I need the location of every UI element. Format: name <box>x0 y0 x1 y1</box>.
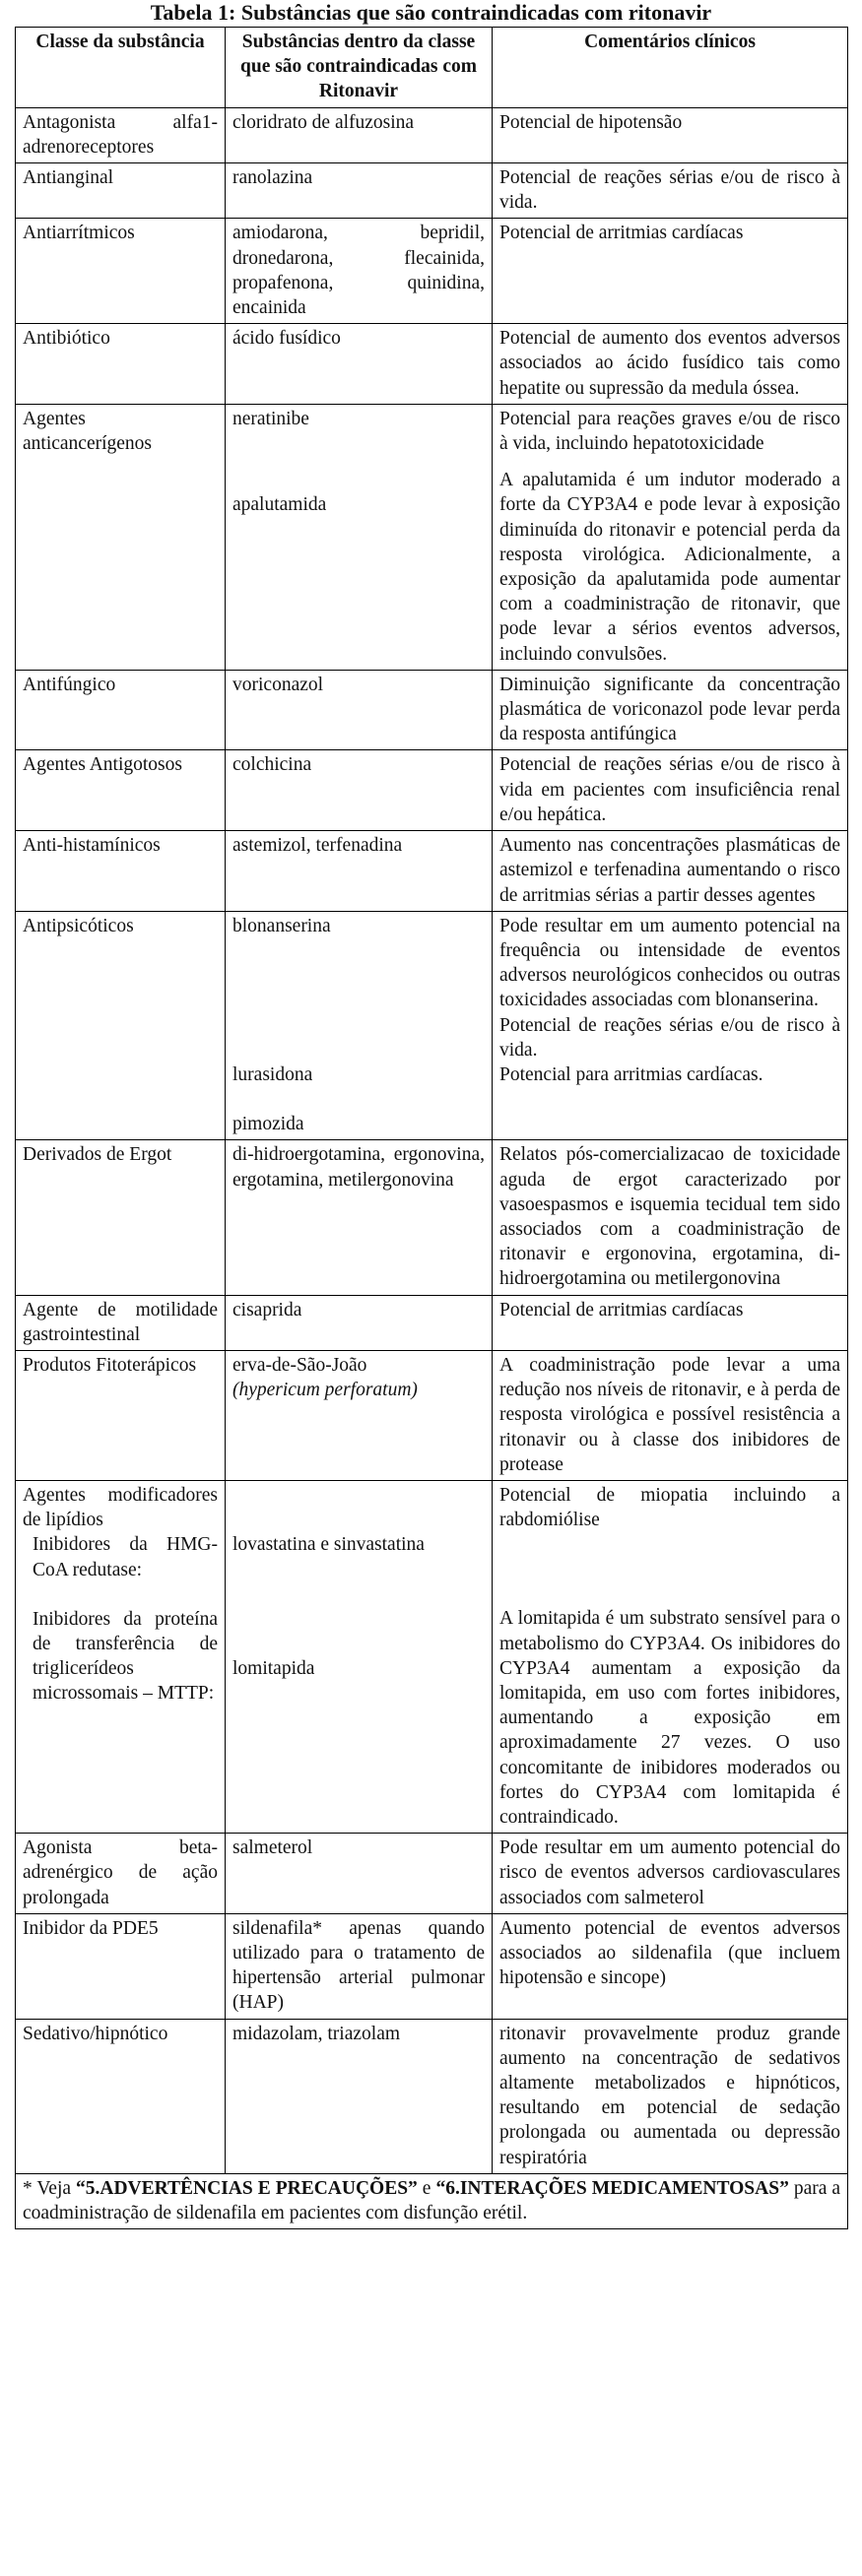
classe-mttp: Inibidores da proteína de transferência de triglicerídeos microssomais – MTTP: <box>33 1608 218 1705</box>
cell-substancia: ranolazina <box>226 163 493 219</box>
substancia-lomitapida: lomitapida <box>232 1658 315 1680</box>
cell-substancia: amiodarona, bepridil, dronedarona, flecainida, propafenona, quinidina, encainida <box>226 219 493 324</box>
cell-substancia: cisaprida <box>226 1295 493 1350</box>
cell-comentario: Potencial de arritmias cardíacas <box>493 1295 848 1350</box>
cell-comentario: Pode resultar em um aumento potencial do risco de eventos adversos cardiovasculares associados com salmeterol <box>493 1834 848 1914</box>
footnote-suffix: para a coadministração de sildenafila em pacientes com disfunção erétil. <box>23 2177 841 2224</box>
footnote-prefix: * Veja <box>23 2177 72 2199</box>
comentario-lomitapida: A lomitapida é um substrato sensível para o metabolismo do CYP3A4. Os inibidores do CYP3A4 aumentam a exposição da lomitapida, em uso com fortes inibidores, aumentando a exposição em aproximadamente 27 vezes. O uso concomitante de inibidores moderados ou fortes do CYP3A4 com lomitapida é contraindicado. <box>499 1608 840 1828</box>
table-row <box>16 2019 848 2173</box>
table-row <box>16 1350 848 1480</box>
substancia-lovastatina: lovastatina e sinvastatina <box>232 1533 425 1555</box>
cell-substancia <box>226 1480 493 1833</box>
cell-comentario: Potencial de arritmias cardíacas <box>493 219 848 324</box>
cell-substancia: voriconazol <box>226 670 493 750</box>
comentario-apalutamida: A apalutamida é um indutor moderado a forte da CYP3A4 e pode levar à exposição diminuída do ritonavir e potencial perda da resposta virológica. Adicionalmente, a exposição da apalutamida pode aumentar com a coadministração de ritonavir, que pode levar a sérios eventos adversos, incluindo convulsões. <box>499 470 840 665</box>
substancia-apalutamida: apalutamida <box>232 494 327 516</box>
substancia-neratinibe: neratinibe <box>232 408 309 429</box>
cell-substancia: midazolam, triazolam <box>226 2019 493 2173</box>
table-row <box>16 1295 848 1350</box>
cell-classe: Sedativo/hipnótico <box>16 2019 226 2173</box>
header-comentarios: Comentários clínicos <box>493 28 848 108</box>
cell-classe: Antiarrítmicos <box>16 219 226 324</box>
cell-comentario: Aumento nas concentrações plasmáticas de astemizol e terfenadina aumentando o risco de arritmias sérias a partir desses agentes <box>493 831 848 912</box>
spacer <box>499 1532 840 1606</box>
spacer <box>499 456 840 468</box>
table-row <box>16 670 848 750</box>
cell-comentario: Potencial de aumento dos eventos adversos associados ao ácido fusídico tais como hepatite ou supressão da medula óssea. <box>493 324 848 405</box>
footnote <box>16 2173 848 2228</box>
cell-comentario <box>493 911 848 1140</box>
cell-comentario <box>493 1480 848 1833</box>
table-row <box>16 1140 848 1295</box>
cell-classe: Agonista beta-adrenérgico de ação prolongada <box>16 1834 226 1914</box>
cell-comentario: ritonavir provavelmente produz grande aumento na concentração de sedativos altamente metabolizados e hipnóticos, resultando em potencial de sedação prolongada ou aumentada ou depressão respiratória <box>493 2019 848 2173</box>
spacer <box>232 1557 485 1656</box>
comentario-lovastatina: Potencial de miopatia incluindo a rabdomiólise <box>499 1484 840 1531</box>
substancia-erva-latin: (hypericum perforatum) <box>232 1380 418 1401</box>
table-row <box>16 219 848 324</box>
table-title: Tabela 1: Substâncias que são contraindicadas com ritonavir <box>150 0 712 25</box>
table-row <box>16 324 848 405</box>
table-row <box>16 1834 848 1914</box>
table-row <box>16 750 848 831</box>
table-row <box>16 831 848 912</box>
table-row <box>16 404 848 670</box>
cell-substancia <box>226 911 493 1140</box>
cell-comentario: Relatos pós-comercializacao de toxicidade aguda de ergot caracterizado por vasoespasmos e isquemia tecidual tem sido associados com a coadministração de ritonavir e ergonovina, ergotamina, di-hidroergotamina ou metilergonovina <box>493 1140 848 1295</box>
cell-substancia <box>226 404 493 670</box>
spacer <box>232 1483 485 1532</box>
cell-classe: Inibidor da PDE5 <box>16 1913 226 2019</box>
cell-substancia: ácido fusídico <box>226 324 493 405</box>
footnote-row <box>16 2173 848 2228</box>
cell-comentario: Potencial de reações sérias e/ou de risco à vida. <box>493 163 848 219</box>
table-header-row <box>16 28 848 108</box>
table-row <box>16 911 848 1140</box>
spacer <box>232 1087 485 1112</box>
cell-classe: Antibiótico <box>16 324 226 405</box>
cell-classe: Agente de motilidade gastrointestinal <box>16 1295 226 1350</box>
cell-substancia: sildenafila* apenas quando utilizado para o tratamento de hipertensão arterial pulmonar (HAP) <box>226 1913 493 2019</box>
header-substancias: Substâncias dentro da classe que são contraindicadas com Ritonavir <box>226 28 493 108</box>
spacer <box>23 1582 218 1607</box>
cell-substancia: salmeterol <box>226 1834 493 1914</box>
contraindications-table <box>15 27 848 2229</box>
comentario-blonanserina: Pode resultar em um aumento potencial na frequência ou intensidade de eventos adversos neurológicos conhecidos ou outras toxicidades associadas com blonanserina. <box>499 915 840 1011</box>
cell-substancia: di-hidroergotamina, ergonovina, ergotamina, metilergonovina <box>226 1140 493 1295</box>
cell-classe: Antifúngico <box>16 670 226 750</box>
comentario-neratinibe: Potencial para reações graves e/ou de risco à vida, incluindo hepatotoxicidade <box>499 408 840 455</box>
cell-comentario: Potencial de reações sérias e/ou de risco à vida em pacientes com insuficiência renal e/ou hepática. <box>493 750 848 831</box>
cell-classe: Produtos Fitoterápicos <box>16 1350 226 1480</box>
cell-substancia: colchicina <box>226 750 493 831</box>
table-row <box>16 163 848 219</box>
cell-substancia <box>226 1350 493 1480</box>
table-row <box>16 1480 848 1833</box>
cell-classe: Antipsicóticos <box>16 911 226 1140</box>
footnote-mid: e <box>422 2177 431 2199</box>
cell-comentario: Aumento potencial de eventos adversos associados ao sildenafila (que incluem hipotensão e sincope) <box>493 1913 848 2019</box>
table-row <box>16 107 848 162</box>
classe-hmg: Inibidores da HMG-CoA redutase: <box>33 1534 218 1580</box>
footnote-ref-advertencias: “5.ADVERTÊNCIAS E PRECAUÇÕES” <box>76 2177 418 2199</box>
header-classe: Classe da substância <box>16 28 226 108</box>
cell-classe: Agentes Antigotosos <box>16 750 226 831</box>
classe-lipidios: Agentes modificadores de lipídios <box>23 1484 218 1531</box>
comentario-lurasidona: Potencial de reações sérias e/ou de risco à vida. <box>499 1014 840 1061</box>
substancia-pimozida: pimozida <box>232 1114 304 1135</box>
substancia-erva: erva-de-São-João <box>232 1354 367 1376</box>
cell-comentario: Potencial de hipotensão <box>493 107 848 162</box>
cell-classe: Derivados de Ergot <box>16 1140 226 1295</box>
cell-comentario: Diminuição significante da concentração plasmática de voriconazol pode levar perda da resposta antifúngica <box>493 670 848 750</box>
cell-substancia: astemizol, terfenadina <box>226 831 493 912</box>
table-row <box>16 1913 848 2019</box>
cell-classe: Agentes anticancerígenos <box>16 404 226 670</box>
comentario-pimozida: Potencial para arritmias cardíacas. <box>499 1063 763 1085</box>
spacer <box>232 938 485 1063</box>
cell-classe: Anti-histamínicos <box>16 831 226 912</box>
cell-classe: Antagonista alfa1-adrenoreceptores <box>16 107 226 162</box>
cell-classe: Antianginal <box>16 163 226 219</box>
cell-comentario <box>493 404 848 670</box>
substancia-blonanserina: blonanserina <box>232 915 331 936</box>
cell-substancia: cloridrato de alfuzosina <box>226 107 493 162</box>
cell-classe <box>16 1480 226 1833</box>
spacer <box>232 431 485 492</box>
substancia-lurasidona: lurasidona <box>232 1063 313 1085</box>
footnote-ref-interacoes: “6.INTERAÇÕES MEDICAMENTOSAS” <box>435 2177 789 2199</box>
cell-comentario: A coadministração pode levar a uma redução nos níveis de ritonavir, e à perda de resposta virológica e possível resistência a ritonavir ou à classe dos inibidores de protease <box>493 1350 848 1480</box>
